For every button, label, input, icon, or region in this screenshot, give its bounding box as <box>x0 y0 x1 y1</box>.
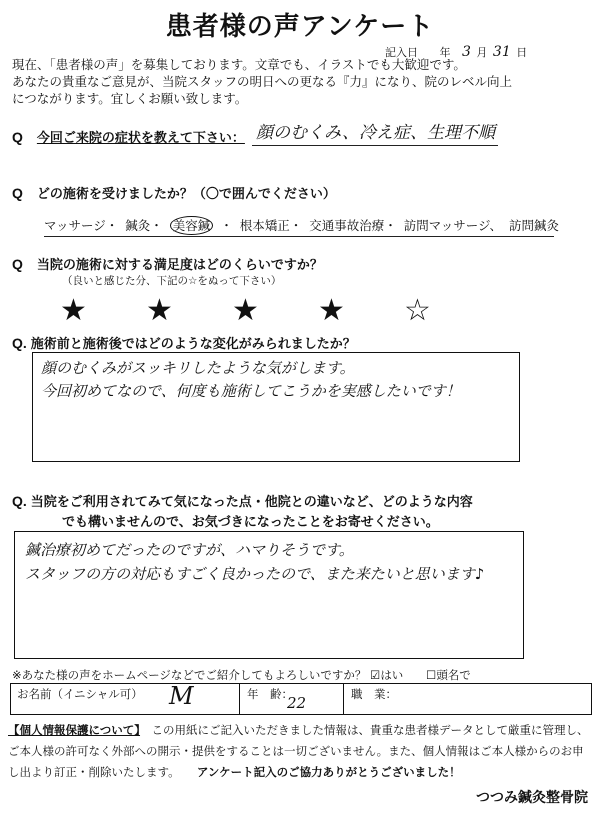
intro-line: 現在、「患者様の声」を募集しております。文章でも、イラストでも大歓迎です。 <box>12 57 466 72</box>
option-visit-acupuncture[interactable]: 訪問鍼灸 <box>509 218 560 233</box>
question-mark: Q <box>12 256 23 272</box>
question-symptoms <box>12 127 245 146</box>
question-mark: Q. <box>12 493 27 509</box>
star-filled-icon[interactable]: ★ <box>318 293 345 328</box>
satisfaction-note: （良いと感じた分、下記の☆をぬって下さい） <box>62 275 282 287</box>
day-label: 日 <box>516 46 528 59</box>
name-label: お名前（イニシャル可） <box>17 687 143 701</box>
consent-question: ※あなた様の声をホームページなどでご紹介してもよろしいですか？ <box>12 668 367 682</box>
question-treatment <box>12 183 336 202</box>
page-title: 患者様の声アンケート <box>165 12 435 42</box>
privacy-line: この用紙にご記入いただきました情報は、貴重な患者様データとして厳重に管理し、 <box>151 723 589 737</box>
option-separator: ・ <box>220 218 233 233</box>
privacy-line: ご本人様の許可なく外部への開示・提供をすることは一切ございません。また、個人情報はご本人様からのお申 <box>8 744 584 758</box>
name-value[interactable]: M <box>169 682 194 710</box>
option-accident-treatment[interactable]: 交通事故治療・ <box>309 218 397 233</box>
privacy-heading: 【個人情報保護について】 <box>8 723 141 737</box>
option-beauty-acupuncture[interactable]: 美容鍼 <box>170 216 214 235</box>
consent-initials[interactable] <box>426 667 471 683</box>
answer-line: スタッフの方の対応もすごく良かったので、また来たいと思います♪ <box>25 565 485 583</box>
personal-info-box <box>10 683 592 715</box>
star-filled-icon[interactable]: ★ <box>232 293 259 328</box>
intro-text <box>12 56 592 107</box>
date-label: 記入日 <box>385 46 418 59</box>
option-acupuncture[interactable]: 鍼灸・ <box>125 218 163 233</box>
privacy-notice <box>8 720 594 783</box>
intro-line: につながります。宜しくお願い致します。 <box>12 91 248 106</box>
clinic-name: つつみ鍼灸整骨院 <box>476 790 588 806</box>
question-text: どの施術を受けましたか？（〇で囲んでください） <box>36 187 336 202</box>
day-value[interactable]: 31 <box>492 44 511 60</box>
intro-line: あなたの貴重なご意見が、当院スタッフの明日への更なる『力』になり、院のレベル向上 <box>12 74 513 89</box>
answer-line: 顔のむくみがスッキリしたような気がします。 <box>41 359 355 377</box>
options-underline <box>44 236 554 237</box>
checkbox-empty-icon[interactable]: ☐ <box>426 668 437 682</box>
question-text: 当院をご利用されてみて気になった点・他院との違いなど、どのような内容 <box>30 495 473 510</box>
symptoms-answer[interactable]: 顔のむくみ、冷え症、生理不順 <box>256 123 496 143</box>
consent-yes[interactable] <box>370 667 403 683</box>
option-visit-massage[interactable]: 訪問マッサージ、 <box>403 218 503 233</box>
question-text: 当院の施術に対する満足度はどのくらいですか？ <box>36 258 323 273</box>
privacy-line: し出より訂正・削除いたします。 <box>8 765 174 779</box>
question-mark: Q. <box>12 335 27 351</box>
thanks-text: アンケート記入のご協力ありがとうございました！ <box>196 765 461 779</box>
star-rating <box>60 294 440 328</box>
question-text: 施術前と施術後ではどのような変化がみられましたか？ <box>30 337 356 352</box>
age-value[interactable]: 22 <box>287 694 307 712</box>
question-mark: Q <box>12 129 23 145</box>
change-answer-box[interactable] <box>32 352 520 462</box>
question-satisfaction <box>12 254 323 273</box>
answer-line: 今回初めてなので、何度も施術してこうかを実感したいです！ <box>41 382 461 400</box>
divider <box>239 684 240 714</box>
divider <box>343 684 344 714</box>
answer-underline <box>252 145 498 146</box>
answer-line: 鍼治療初めてだったのですが、ハマりそうです。 <box>25 541 354 559</box>
treatment-options <box>44 216 562 234</box>
feedback-answer-box[interactable] <box>14 531 524 659</box>
star-filled-icon[interactable]: ★ <box>60 293 87 328</box>
job-label: 職 業： <box>351 687 397 701</box>
question-change <box>12 333 356 352</box>
consent-initials-label: 頭名で <box>436 668 471 682</box>
month-value[interactable]: 3 <box>462 44 471 60</box>
question-feedback-line2: でも構いませんので、お気づきになったことをお寄せください。 <box>62 515 439 530</box>
month-label: 月 <box>476 46 488 59</box>
star-filled-icon[interactable]: ★ <box>146 293 173 328</box>
checkbox-checked-icon[interactable]: ☑ <box>370 668 381 682</box>
star-empty-icon[interactable]: ☆ <box>404 293 431 328</box>
question-mark: Q <box>12 185 23 201</box>
year-label: 年 <box>439 46 451 59</box>
question-feedback <box>12 491 473 510</box>
question-text: 今回ご来院の症状を教えて下さい： <box>36 131 245 146</box>
option-root-correction[interactable]: 根本矯正・ <box>239 218 303 233</box>
age-label: 年 齢： <box>247 687 293 701</box>
option-massage[interactable]: マッサージ・ <box>44 218 119 233</box>
consent-yes-label: はい <box>380 668 404 682</box>
